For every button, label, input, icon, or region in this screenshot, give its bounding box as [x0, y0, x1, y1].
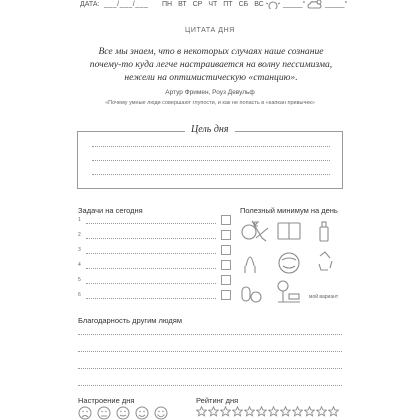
weekday-option[interactable]: СР — [192, 1, 203, 8]
rating-star-icon[interactable] — [256, 406, 267, 417]
rating-selector — [196, 406, 339, 417]
weekday-option[interactable]: ВС — [254, 1, 264, 8]
quote-text: Все мы знаем, что в некоторых случаях наше сознание почему-то куда легче настраивается на волну пессимизма, нежели на оптимистическую «станцию». — [89, 46, 333, 83]
reading-icon[interactable] — [278, 223, 300, 239]
weekday-option[interactable]: СБ — [238, 1, 249, 8]
rating-star-icon[interactable] — [244, 406, 255, 417]
mood-slight-smile-icon[interactable] — [116, 406, 130, 420]
task-number: 3 — [78, 247, 81, 253]
pills-icon[interactable] — [242, 287, 261, 302]
gratitude-line-4[interactable] — [78, 385, 342, 386]
task-number: 5 — [78, 277, 81, 283]
cloud-sun-icon — [306, 0, 324, 10]
sun-temperature-field[interactable]: _____° — [283, 1, 306, 8]
task-line[interactable] — [86, 268, 216, 269]
task-checkbox[interactable] — [221, 230, 231, 240]
mood-big-smile-icon[interactable] — [154, 406, 168, 420]
task-number: 1 — [78, 217, 81, 223]
task-number: 2 — [78, 232, 81, 238]
weekday-option[interactable]: ПН — [162, 1, 173, 8]
gratitude-line-1[interactable] — [78, 334, 342, 335]
mood-smile-icon[interactable] — [135, 406, 149, 420]
task-checkbox[interactable] — [221, 275, 231, 285]
writing-icon[interactable] — [252, 221, 268, 241]
mood-sad-icon[interactable] — [78, 406, 92, 420]
task-line[interactable] — [86, 253, 216, 254]
task-number: 6 — [78, 292, 81, 298]
face-mask-icon[interactable] — [279, 253, 299, 273]
rating-star-icon[interactable] — [316, 406, 327, 417]
rating-star-icon[interactable] — [196, 406, 207, 417]
rating-star-icon[interactable] — [280, 406, 291, 417]
date-field[interactable]: ___/___/___ — [104, 1, 149, 8]
quote-authors: Артур Фримен, Роуз Девульф — [165, 89, 255, 96]
water-bottle-icon[interactable] — [320, 222, 328, 241]
gratitude-line-2[interactable] — [78, 351, 342, 352]
jump-rope-icon[interactable] — [245, 257, 255, 273]
goal-line-1[interactable] — [92, 146, 330, 147]
task-number: 4 — [78, 262, 81, 268]
goal-line-2[interactable] — [92, 160, 330, 161]
mood-neutral-icon[interactable] — [97, 406, 111, 420]
gratitude-title: Благодарность другим людям — [78, 316, 182, 325]
task-checkbox[interactable] — [221, 290, 231, 300]
rating-star-icon[interactable] — [268, 406, 279, 417]
task-line[interactable] — [86, 238, 216, 239]
weekday-selector — [162, 1, 264, 8]
tasks-title: Задачи на сегодня — [78, 206, 143, 215]
weekday-option[interactable]: ЧТ — [208, 1, 218, 8]
walk-in-park-icon[interactable] — [278, 281, 300, 302]
weekday-option[interactable]: ПТ — [223, 1, 233, 8]
task-line[interactable] — [86, 298, 216, 299]
task-line[interactable] — [86, 283, 216, 284]
quote-book: «Почему умные люди совершают глупости, и как не попасть в «капкан привычек» — [105, 100, 315, 106]
rating-star-icon[interactable] — [292, 406, 303, 417]
rating-star-icon[interactable] — [328, 406, 339, 417]
rating-star-icon[interactable] — [208, 406, 219, 417]
recycle-icon[interactable] — [319, 252, 332, 270]
sun-icon — [264, 0, 282, 9]
task-list — [78, 215, 233, 307]
mood-selector — [78, 406, 168, 420]
rating-star-icon[interactable] — [232, 406, 243, 417]
mood-title: Настроение дня — [78, 396, 135, 405]
rating-star-icon[interactable] — [220, 406, 231, 417]
task-line[interactable] — [86, 223, 216, 224]
goal-line-3[interactable] — [92, 174, 330, 175]
quote-section-title: ЦИТАТА ДНЯ — [185, 27, 235, 34]
weekday-option[interactable]: ВТ — [178, 1, 187, 8]
task-checkbox[interactable] — [221, 215, 231, 225]
goal-title: Цель дня — [185, 124, 235, 135]
minimum-title: Полезный минимум на день — [240, 206, 338, 215]
task-checkbox[interactable] — [221, 245, 231, 255]
date-label: ДАТА: — [80, 1, 100, 8]
cloud-temperature-field[interactable]: _____° — [325, 1, 348, 8]
task-checkbox[interactable] — [221, 260, 231, 270]
rating-title: Рейтинг дня — [196, 396, 239, 405]
gratitude-line-3[interactable] — [78, 368, 342, 369]
custom-option-label: мой вариант — [309, 294, 339, 300]
rating-star-icon[interactable] — [304, 406, 315, 417]
